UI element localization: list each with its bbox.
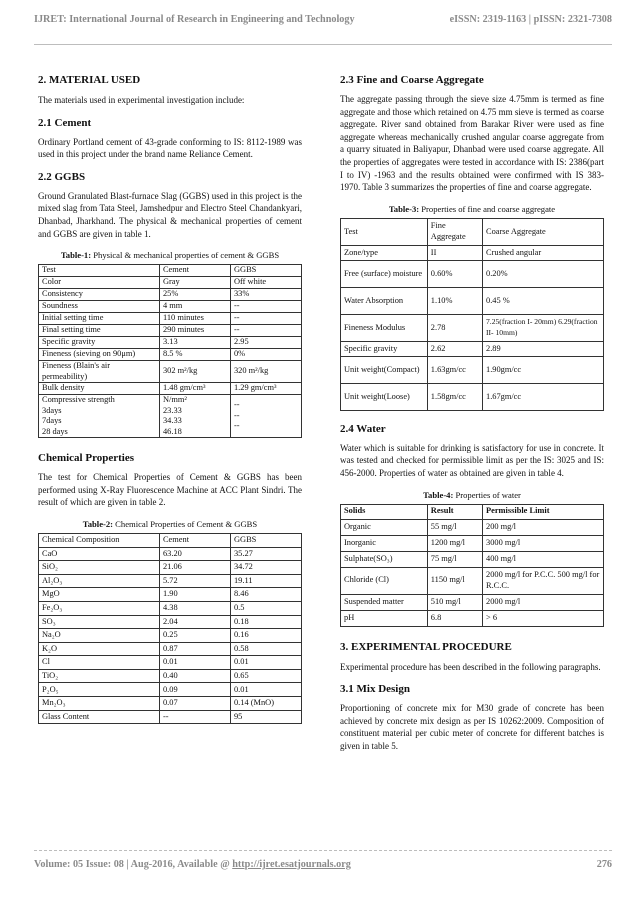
table-row [39, 349, 302, 361]
table-row [341, 260, 604, 287]
table-row [39, 289, 302, 301]
strength-value: -- [233, 400, 240, 410]
table-cell: Na₂O [39, 629, 160, 643]
table-cell: SO₃ [39, 615, 160, 629]
table-cell: 0.5 [230, 601, 301, 615]
table-row [39, 601, 302, 615]
table-header-cell: Test [39, 265, 160, 277]
strength-value: 23.33 [162, 405, 182, 415]
table-header-cell: Fine Aggregate [427, 218, 482, 245]
table-cell: 2.04 [159, 615, 230, 629]
table-row [39, 337, 302, 349]
table-row [39, 697, 302, 711]
table-cell: 400 mg/l [483, 551, 604, 567]
table-cell: 2.62 [427, 341, 482, 356]
table-cell: 1.90gm/cc [483, 356, 604, 383]
section-material-used-text: The materials used in experimental investigation include: [38, 95, 245, 105]
table-cell: 0.09 [159, 683, 230, 697]
strength-value: -- [233, 421, 240, 431]
section-ggbs-text: Ground Granulated Blast-furnace Slag (GGBS) used in this project is the mixed slag from Tata Steel, Jamshedpur and Electro Steel Chandankyari, Dhanbad, Jharkhand. The physical & mechanical properties of cement and GGBS are given in table 1. [38, 190, 302, 239]
table-cell: Fe₂O₃ [39, 601, 160, 615]
table-cell: 0.87 [159, 642, 230, 656]
table-cell: K₂O [39, 642, 160, 656]
table-cell: 3000 mg/l [483, 535, 604, 551]
table-cell: Al₂O₃ [39, 574, 160, 588]
section-ggbs-title: 2.2 GGBS [38, 170, 86, 183]
table-row [39, 301, 302, 313]
table-row [39, 325, 302, 337]
table-header-cell: GGBS [230, 533, 301, 547]
table-row [39, 277, 302, 289]
table-row [341, 383, 604, 410]
strength-value: -- [233, 410, 240, 420]
table-cell: Fineness (sieving on 90μm) [39, 349, 160, 361]
table-cell: 0.01 [230, 683, 301, 697]
table-row-compressive-strength [39, 395, 302, 438]
table-row [341, 356, 604, 383]
table-cell [230, 395, 301, 438]
table-row [39, 561, 302, 575]
table-cell: 0.20% [483, 260, 604, 287]
table-2 [38, 533, 302, 724]
section-chemical-text: The test for Chemical Properties of Cement & GGBS has been performed using X-Ray Fluorescence Machine at ACC Plant Sindri. The result of which are given in table 2. [38, 472, 302, 508]
table-header-cell: Test [341, 218, 428, 245]
table-row [39, 642, 302, 656]
table-cell: Sulphate(SO₃) [341, 551, 428, 567]
journal-title: IJRET: International Journal of Research in Engineering and Technology [34, 14, 355, 25]
table-cell: 2000 mg/l for P.C.C. 500 mg/l for R.C.C. [483, 567, 604, 594]
table-cell: 0.18 [230, 615, 301, 629]
table-cell: 2000 mg/l [483, 594, 604, 610]
table-cell [39, 395, 160, 438]
table-cell: Specific gravity [341, 341, 428, 356]
table-cell [159, 395, 230, 438]
table-cell: Suspended matter [341, 594, 428, 610]
table-cell: 0.01 [159, 656, 230, 670]
table-4-label: Table-4: [423, 489, 454, 500]
table-cell: 95 [230, 710, 301, 724]
table-row [39, 710, 302, 724]
table-cell: Consistency [39, 289, 160, 301]
table-cell: 33% [230, 289, 301, 301]
table-cell: Crushed angular [483, 245, 604, 260]
page-number: 276 [596, 859, 612, 870]
table-cell: Gray [159, 277, 230, 289]
table-row [39, 383, 302, 395]
table-cell: -- [230, 313, 301, 325]
table-row [341, 287, 604, 314]
table-cell: Fineness (Blain's air permeability) [39, 361, 160, 383]
table-cell: -- [230, 301, 301, 313]
strength-value: 46.18 [162, 426, 182, 436]
left-column [38, 74, 302, 724]
table-cell: Initial setting time [39, 313, 160, 325]
table-row [341, 519, 604, 535]
table-cell: -- [159, 710, 230, 724]
table-cell: Bulk density [39, 383, 160, 395]
table-cell: 0.40 [159, 669, 230, 683]
table-cell: 19.11 [230, 574, 301, 588]
table-cell: 1.29 gm/cm³ [230, 383, 301, 395]
table-cell: Unit weight(Compact) [341, 356, 428, 383]
table-4-caption-text: Properties of water [453, 489, 521, 500]
section-mix-design-text: Proportioning of concrete mix for M30 grade of concrete has been achieved by concrete mix design as per IS 10262:2009. Composition of constituent material per cubic meter of concrete for different batches is given in table 5. [340, 703, 604, 751]
table-cell: 110 minutes [159, 313, 230, 325]
section-experimental-text: Experimental procedure has been described in the following paragraphs. [340, 661, 601, 672]
table-cell: 320 m²/kg [230, 361, 301, 383]
page-header [34, 14, 612, 45]
section-experimental-title: 3. EXPERIMENTAL PROCEDURE [340, 640, 512, 653]
strength-label: 7days [42, 416, 62, 426]
table-cell: 0.01 [230, 656, 301, 670]
table-4 [340, 504, 604, 627]
strength-label: Compressive strength [42, 395, 115, 405]
section-mix-design-title: 3.1 Mix Design [340, 683, 410, 696]
table-3 [340, 218, 604, 411]
section-cement-text: Ordinary Portland cement of 43-grade conforming to IS: 8112-1989 was used in this project under the brand name Reliance Cement. [38, 136, 302, 160]
table-cell: 8.46 [230, 588, 301, 602]
table-cell: Mn₂O₃ [39, 697, 160, 711]
table-1-caption [38, 250, 302, 261]
table-cell: 1200 mg/l [427, 535, 482, 551]
table-cell: Inorganic [341, 535, 428, 551]
page-footer [34, 850, 612, 879]
table-cell: 2.78 [427, 314, 482, 341]
table-cell: Off white [230, 277, 301, 289]
table-row [341, 245, 604, 260]
strength-label: 3days [42, 405, 62, 415]
table-1-caption-text: Physical & mechanical properties of cement & GGBS [91, 250, 280, 261]
table-row [341, 610, 604, 626]
table-cell: SiO₂ [39, 561, 160, 575]
footer-volume [34, 859, 351, 879]
table-cell: 0.65 [230, 669, 301, 683]
table-row [39, 574, 302, 588]
section-material-used-title: 2. MATERIAL USED [38, 74, 141, 86]
journal-link[interactable]: http://ijret.esatjournals.org [232, 859, 351, 870]
table-cell: 1.10% [427, 287, 482, 314]
table-row [341, 314, 604, 341]
table-row [39, 361, 302, 383]
table-cell: Unit weight(Loose) [341, 383, 428, 410]
table-cell: Water Absorption [341, 287, 428, 314]
table-cell: pH [341, 610, 428, 626]
table-cell: 35.27 [230, 547, 301, 561]
table-1-label: Table-1: [60, 250, 92, 261]
table-4-caption [340, 490, 604, 501]
table-cell: 8.5 % [159, 349, 230, 361]
table-cell: 510 mg/l [427, 594, 482, 610]
table-row [39, 656, 302, 670]
table-cell: 1.63gm/cc [427, 356, 482, 383]
table-2-label: Table-2: [82, 518, 114, 529]
table-header-row [39, 533, 302, 547]
table-row [39, 547, 302, 561]
table-cell: TiO₂ [39, 669, 160, 683]
table-3-caption [340, 204, 604, 215]
table-cell: 1.67gm/cc [483, 383, 604, 410]
table-row [39, 588, 302, 602]
table-cell: 4.38 [159, 601, 230, 615]
strength-value: 34.33 [162, 416, 182, 426]
section-chemical-title: Chemical Properties [38, 452, 135, 465]
table-cell: 0.07 [159, 697, 230, 711]
table-cell: 0.14 (MnO) [230, 697, 301, 711]
table-cell: 1.48 gm/cm³ [159, 383, 230, 395]
table-header-cell: Result [427, 504, 482, 519]
table-cell: Zone/type [341, 245, 428, 260]
section-water-title: 2.4 Water [340, 422, 386, 435]
table-cell: 75 mg/l [427, 551, 482, 567]
table-row [39, 615, 302, 629]
table-cell: 0% [230, 349, 301, 361]
table-row [39, 313, 302, 325]
table-cell: -- [230, 325, 301, 337]
table-cell: Final setting time [39, 325, 160, 337]
table-cell: 7.25(fraction I- 20mm) 6.29(fraction II- 10mm) [483, 314, 604, 341]
table-cell: > 6 [483, 610, 604, 626]
section-aggregate-title: 2.3 Fine and Coarse Aggregate [340, 74, 484, 86]
table-row [39, 629, 302, 643]
table-header-cell: Chemical Composition [39, 533, 160, 547]
table-cell: Free (surface) moisture [341, 260, 428, 287]
table-3-label: Table-3: [388, 203, 420, 214]
strength-label: 28 days [42, 426, 68, 436]
table-header-cell: Cement [159, 265, 230, 277]
table-cell: 1.90 [159, 588, 230, 602]
table-cell: 34.72 [230, 561, 301, 575]
table-2-caption [38, 519, 302, 530]
table-header-row [341, 504, 604, 519]
table-row [341, 341, 604, 356]
table-cell: 0.25 [159, 629, 230, 643]
table-cell: Specific gravity [39, 337, 160, 349]
table-cell: 2.95 [230, 337, 301, 349]
table-row [341, 535, 604, 551]
table-row [39, 669, 302, 683]
issn-text: eISSN: 2319-1163 | pISSN: 2321-7308 [449, 14, 612, 25]
table-cell: 0.16 [230, 629, 301, 643]
table-row [341, 594, 604, 610]
table-cell: 25% [159, 289, 230, 301]
table-1 [38, 264, 302, 438]
table-cell: 63.20 [159, 547, 230, 561]
table-cell: 302 m²/kg [159, 361, 230, 383]
table-cell: Color [39, 277, 160, 289]
table-3-caption-text: Properties of fine and coarse aggregate [419, 203, 556, 214]
table-cell: Fineness Modulus [341, 314, 428, 341]
table-cell: 0.45 % [483, 287, 604, 314]
table-cell: Chloride (Cl) [341, 567, 428, 594]
table-cell: 200 mg/l [483, 519, 604, 535]
footer-volume-text: Volume: 05 Issue: 08 | Aug-2016, Available @ [34, 859, 233, 870]
table-cell: MgO [39, 588, 160, 602]
table-cell: 21.06 [159, 561, 230, 575]
table-row [341, 551, 604, 567]
table-cell: Cl [39, 656, 160, 670]
table-2-caption-text: Chemical Properties of Cement & GGBS [113, 518, 258, 529]
table-cell: 5.72 [159, 574, 230, 588]
table-cell: P₂O₅ [39, 683, 160, 697]
table-row [341, 567, 604, 594]
section-aggregate-text: The aggregate passing through the sieve size 4.75mm is termed as fine aggregate and those which retained on 4.75 mm sieve is termed as coarse aggregate. River sand obtained from Barakar River were used as fine aggregate whereas mechanically crushed angular coarse aggregate from a quarry situated in Baliyapur, Dhanbad were used coarse aggregate. All the properties of aggregates were tested in accordance with IS: 2386(part I to IV) -1963 and the results obtained were confirmed with IS 383-1970. Table 3 summarizes the properties of fine and coarse aggregate. [340, 94, 604, 193]
table-header-cell: GGBS [230, 265, 301, 277]
table-cell: 3.13 [159, 337, 230, 349]
table-cell: 1150 mg/l [427, 567, 482, 594]
table-header-row [39, 265, 302, 277]
table-cell: 6.8 [427, 610, 482, 626]
table-cell: 0.60% [427, 260, 482, 287]
table-cell: Glass Content [39, 710, 160, 724]
table-cell: 1.58gm/cc [427, 383, 482, 410]
table-header-cell: Permissible Limit [483, 504, 604, 519]
table-cell: CaO [39, 547, 160, 561]
table-cell: 2.89 [483, 341, 604, 356]
strength-value: N/mm² [162, 395, 187, 405]
table-header-cell: Cement [159, 533, 230, 547]
section-water-text: Water which is suitable for drinking is satisfactory for use in concrete. It was tested and checked for permissible limit as per the IS: 3025 and IS: 456-2000. Properties of water as obtained are given in table 4. [340, 442, 604, 478]
table-cell: 55 mg/l [427, 519, 482, 535]
right-column [340, 74, 604, 763]
table-row [39, 683, 302, 697]
table-cell: 0.58 [230, 642, 301, 656]
section-cement-title: 2.1 Cement [38, 116, 92, 129]
table-header-cell: Coarse Aggregate [483, 218, 604, 245]
table-cell: II [427, 245, 482, 260]
table-cell: 4 mm [159, 301, 230, 313]
table-header-row [341, 218, 604, 245]
table-cell: Organic [341, 519, 428, 535]
table-cell: Soundness [39, 301, 160, 313]
table-header-cell: Solids [341, 504, 428, 519]
table-cell: 290 minutes [159, 325, 230, 337]
